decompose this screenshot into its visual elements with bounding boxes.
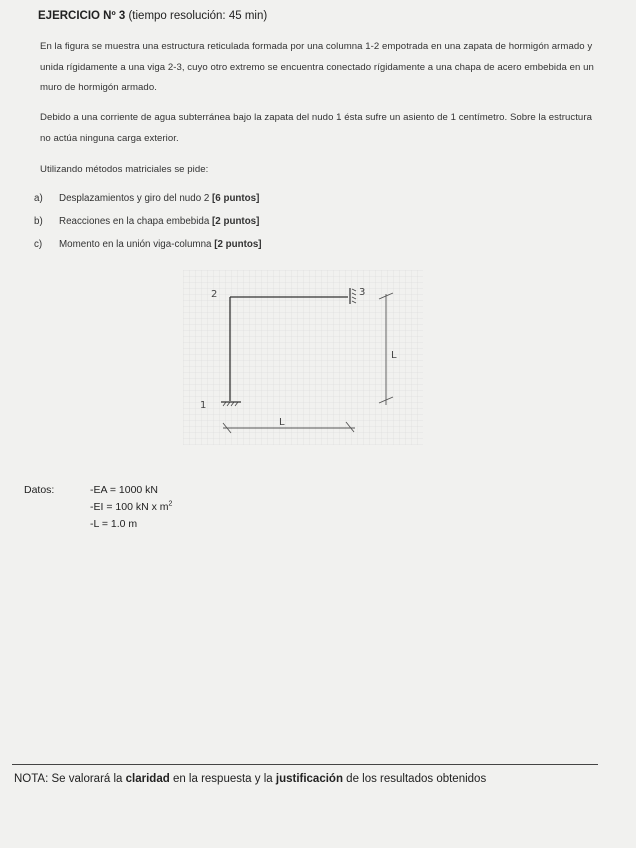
questions-intro: Utilizando métodos matriciales se pide: <box>40 164 209 175</box>
datos-ea: -EA = 1000 kN <box>90 484 158 496</box>
datos-ei: -EI = 100 kN x $m^2$ <box>90 500 173 513</box>
datos-label: Datos: <box>24 484 55 496</box>
horizontal-length-label: L <box>279 417 285 428</box>
frame-structure-sketch <box>183 270 423 445</box>
questions-list <box>34 187 262 256</box>
statement-paragraph-2: Debido a una corriente de agua subterránea bajo la zapata del nudo 1 ésta sufre un asiento de 1 centímetro. Sobre la estructura no actúa ninguna carga exterior. <box>40 112 592 144</box>
node-1-label: 1 <box>200 400 207 411</box>
node-3-label: 3 <box>359 287 366 298</box>
exercise-number: EJERCICIO Nº 3 <box>38 10 126 22</box>
question-a: a) Desplazamientos y giro del nudo 2 [6 puntos] <box>34 193 260 204</box>
exercise-time: (tiempo resolución: 45 min) <box>125 10 268 22</box>
question-b: b) Reacciones en la chapa embebida [2 puntos] <box>34 216 260 227</box>
node-2-label: 2 <box>211 289 218 300</box>
question-c: c) Momento en la unión viga-columna [2 puntos] <box>34 239 262 250</box>
footer-divider <box>12 764 598 765</box>
footer-note: NOTA: Se valorará la claridad en la respuesta y la justificación de los resultados obtenidos <box>14 773 487 785</box>
exercise-title <box>38 10 267 22</box>
vertical-length-label: L <box>391 350 397 361</box>
datos-values <box>90 482 172 533</box>
statement-paragraph-1: En la figura se muestra una estructura reticulada formada por una columna 1-2 empotrada en una zapata de hormigón armado y unida rígidamente a una viga 2-3, cuyo otro extremo se encuentra conectado rígidamente a una chapa de acero embebida en un muro de hormigón armado. <box>40 41 594 93</box>
datos-l: -L = 1.0 m <box>90 518 138 530</box>
grid-paper <box>183 270 423 445</box>
